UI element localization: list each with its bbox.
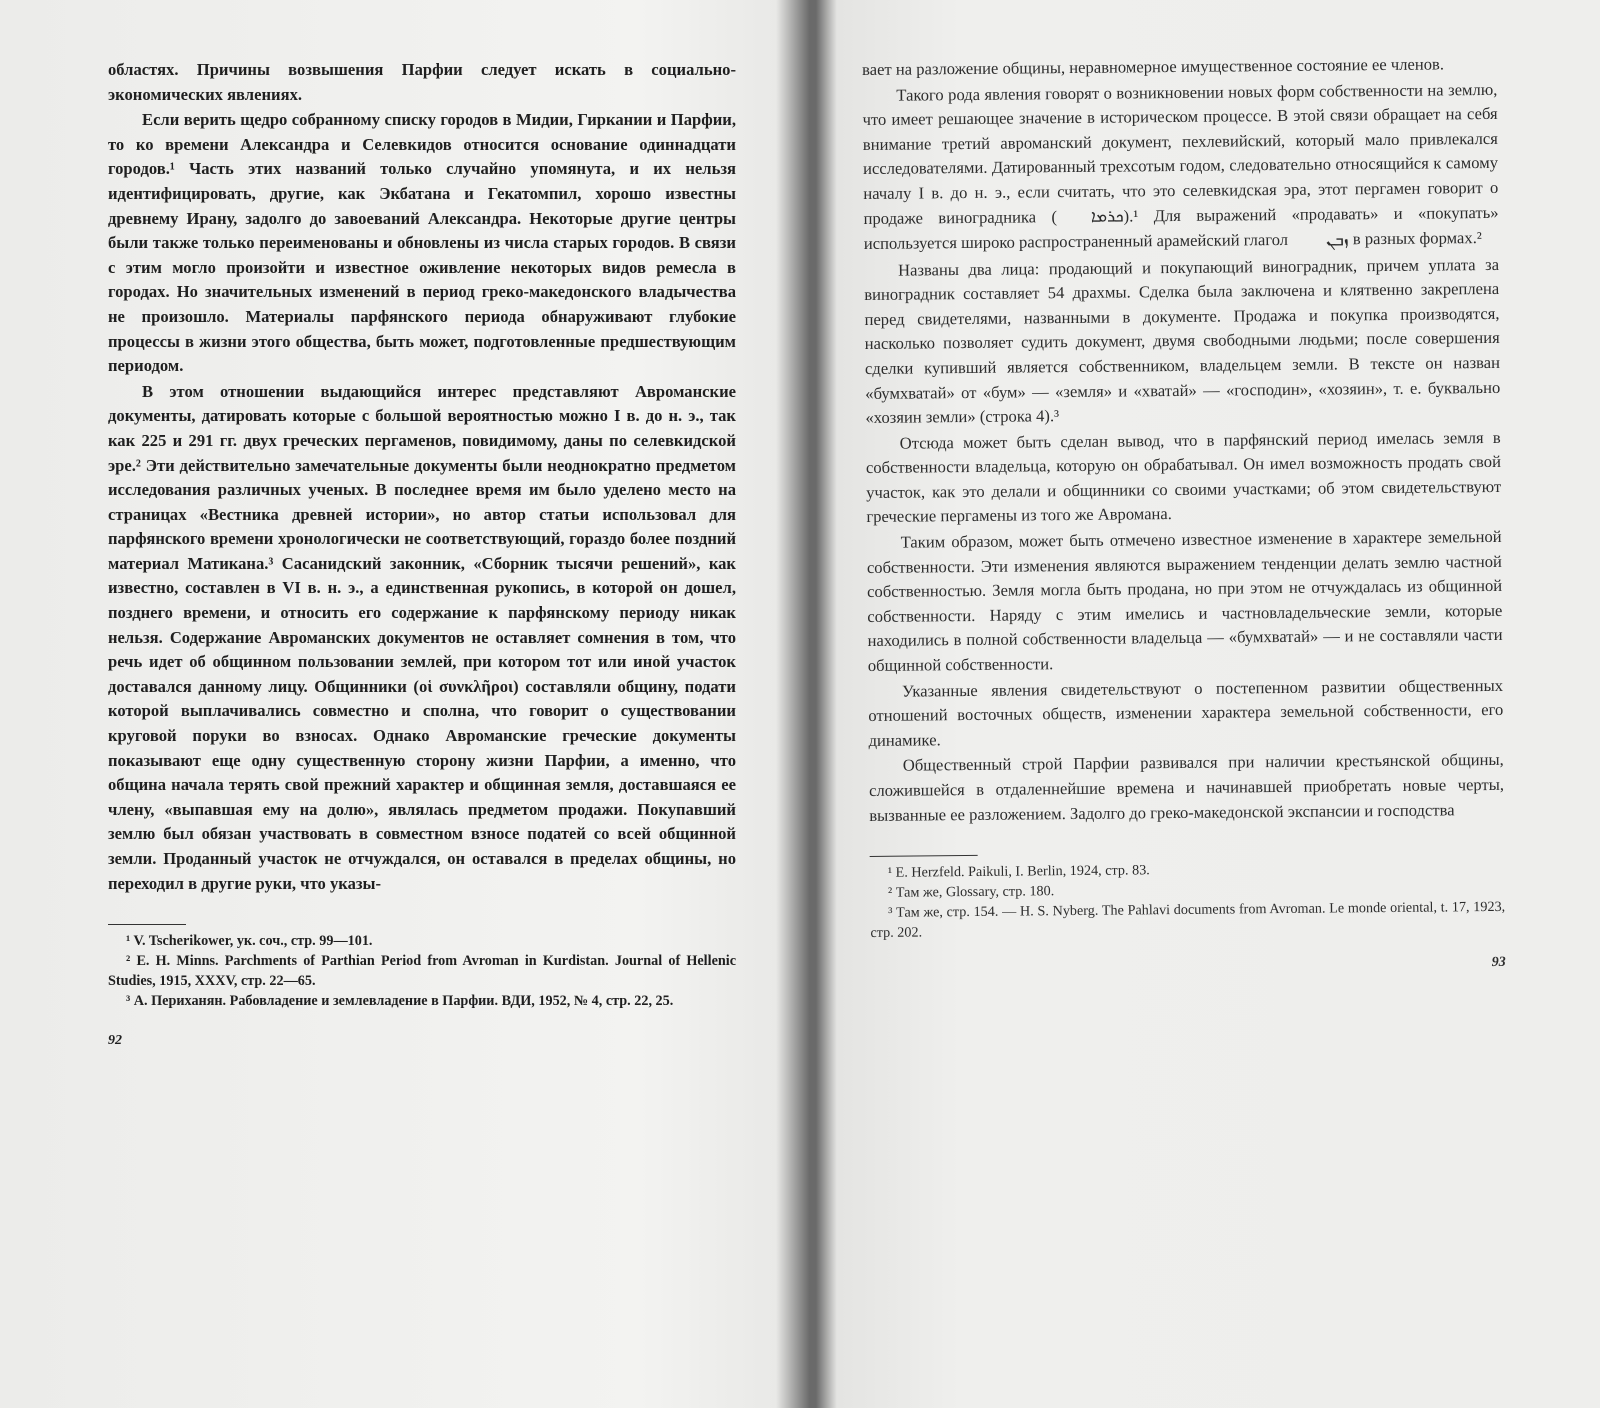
paragraph-text: ).¹ Для выражений «продавать» и «покупать» используется широко распространенный арамейский глагол: [863, 202, 1499, 254]
aramaic-verb: ܙܒܢ: [1326, 230, 1349, 250]
footnote: ³ А. Периханян. Рабовладение и землевладение в Парфии. ВДИ, 1952, № 4, стр. 22, 25.: [126, 993, 674, 1010]
paragraph: Названы два лица: продающий и покупающий виноградник, причем уплата за виноградник составляет 54 драхмы. Сделка была заключена и клятвенно закреплена перед свидетелями, названными в документе. Продажа и покупка производятся, насколько позволяет судить документ, двумя свободными людьми; после совершения сделки купивший является собственником, владельцем земли. В тексте он назван «бумхватай» от «бум» — «земля» и «хватай» — «господин», «хозяин», т. е. буквально «хозяин земли» (строка 4).³: [864, 254, 1501, 428]
footnote: ¹ E. Herzfeld. Paikuli, I. Berlin, 1924, стр. 83.: [887, 862, 1150, 881]
page-number: 93: [1491, 955, 1506, 971]
right-text-column: [862, 52, 1506, 982]
footnote: ² E. H. Minns. Parchments of Parthian Period from Avroman in Kurdistan. Journal of Hellenic Studies, 1915, XXXV, стр. 22—65.: [108, 953, 736, 990]
paragraph-with-aramaic: [862, 77, 1499, 257]
paragraph: областях. Причины возвышения Парфии следует искать в социально-экономических явлениях.: [108, 60, 736, 104]
footnote-divider: [108, 924, 186, 925]
paragraph: Если верить щедро собранному списку городов в Мидии, Гиркании и Парфии, то ко времени Александра и Селевкидов относится основание одиннадцати городов.¹ Часть этих названий только случайно упомянута, и их нельзя идентифицировать, другие, как Экбатана и Гекатомпил, хорошо известны древнему Ирану, задолго до завоеваний Александра. Некоторые другие центры были также только переименованы и обновлены из числа старых городов. В связи с этим могло произойти и известное оживление некоторых видов ремесла в городах. Но значительных изменений в период греко-македонского владычества не произошло. Материалы парфянского периода обнаруживают глубокие процессы в жизни этого общества, быть может, подготовленные предшествующим периодом.: [108, 110, 736, 376]
paragraph: Отсюда может быть сделан вывод, что в парфянский период имелась земля в собственности владельца, которую он обрабатывал. Он имел возможность продать свой участок, как это делали и общинники со своими участками; об этом свидетельствуют греческие пергамены из того же Авромана.: [865, 427, 1502, 527]
page-number: 92: [108, 1033, 122, 1049]
paragraph: вает на разложение общины, неравномерное имущественное состояние ее членов.: [862, 54, 1445, 79]
footnote-divider: [870, 855, 978, 857]
footnote: ² Там же, Glossary, стр. 180.: [887, 883, 1055, 901]
aramaic-word-vineyard: ܟܪܡܐ: [1090, 206, 1124, 227]
paragraph-text: в разных формах.²: [1348, 228, 1482, 249]
paragraph: В этом отношении выдающийся интерес представляют Авроманские документы, датировать которые с большой вероятностью можно I в. до н. э., так как 225 и 291 гг. двух греческих пергаменов, повидимому, даны по селевкидской эре.² Эти действительно замечательные документы были неоднократно предметом исследования различных ученых. В последнее время им было уделено место на страницах «Вестника древней истории», но автор статьи использовал для парфянского времени хронологически не соответствующий, гораздо более поздний материал Матикана.³ Сасанидский законник, «Сборник тысячи решений», как известно, составлен в VI в. н. э., а единственная рукопись, в которой он дошел, позднего времени, и относить его содержание к парфянскому периоду никак нельзя. Содержание Авроманских документов не оставляет сомнения в том, что речь идет об общинном пользовании землей, при котором тот или иной участок доставался данному лицу. Общинники (οἱ συνκλῆροι) составляли общину, подати которой выплачивались совместно и сполна, что говорит о существовании круговой поруки во взносах. Однако Авроманские греческие документы показывают еще одну существенную сторону жизни Парфии, а именно, что община начала терять свой прежний характер и общинная земля, доставшаяся ее члену, «выпавшая ему на долю», являлась предметом продажи. Покупавший землю был обязан участвовать в совместном взносе податей со всей общинной земли. Проданный участок не отчуждался, он оставался в пределах общины, но переходил в другие руки, что указы-: [108, 381, 736, 893]
right-page: [828, 0, 1600, 1408]
footnote: ³ Там же, стр. 154. — H. S. Nyberg. The Pahlavi documents from Avroman. Le monde oriental, t. 17, 1923, стр. 202.: [870, 899, 1506, 942]
paragraph-text: Такого рода явления говорят о возникновении новых форм собственности на землю, что имеет решающее значение в историческом процессе. В этой связи обращает на себя внимание третий авроманский документ, пехлевийский, который мало привлекался исследователями. Датированный трехсотым годом, следовательно относящийся к самому началу I в. до н. э., если считать, что это селевкидская эра, этот пергамен говорит о продаже виноградника (: [862, 79, 1499, 228]
paragraph: Указанные явления свидетельствуют о постепенном развитии общественных отношений восточных обществ, изменении характера земельной собственности, его динамике.: [868, 675, 1504, 750]
footnote: ¹ V. Tscherikower, ук. соч., стр. 99—101.: [126, 933, 373, 950]
paragraph: Таким образом, может быть отмечено известное изменение в характере земельной собственности. Эти изменения являются выражением тенденции делать землю частной собственностью. Земля могла быть продана, но при этом не отчуждалась из общинной собственности. Наряду с этим имелись и частновладельческие земли, которые находились в полной собственности владельца — «бумхватай» — и не составляли части общинной собственности.: [866, 526, 1503, 676]
paragraph: Общественный строй Парфии развивался при наличии крестьянской общины, сложившейся в отдаленнейшие времена и начинавшей приобретать новые черты, вызванные ее разложением. Задолго до греко-македонской экспансии и господства: [868, 750, 1505, 825]
left-text-column: [108, 58, 736, 1054]
